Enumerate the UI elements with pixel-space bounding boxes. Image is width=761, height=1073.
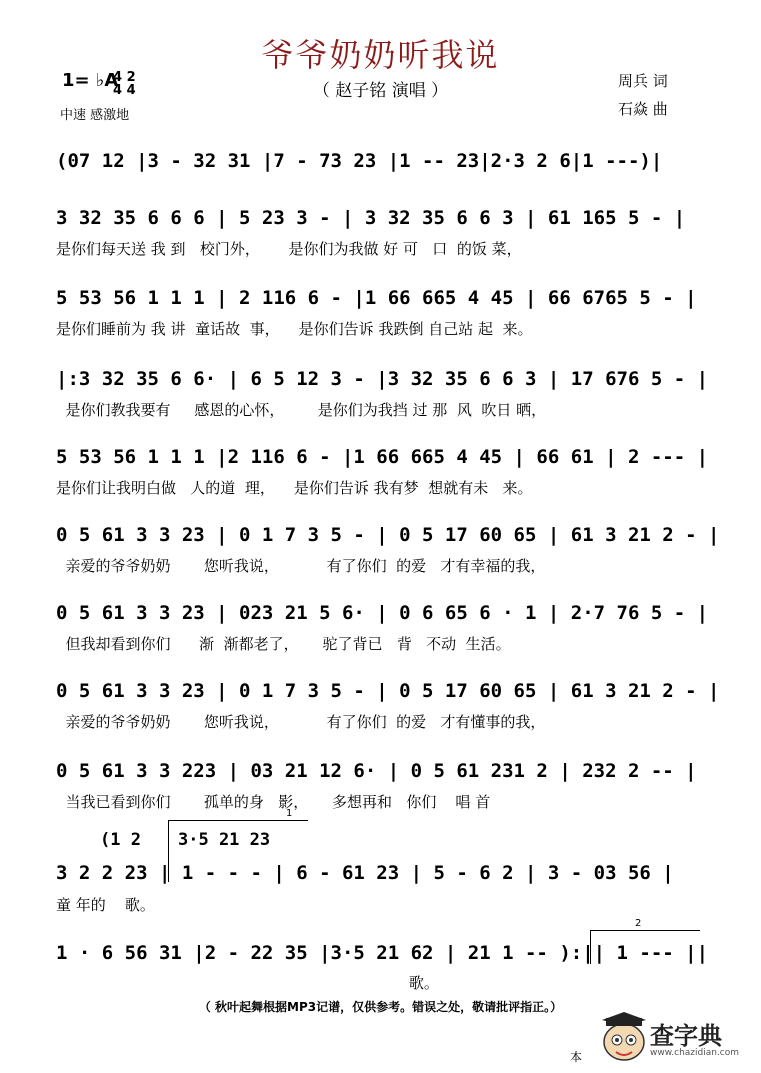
- lyrics-line-4: 是你们教我要有 感恩的心怀， 是你们为我挡 过 那 风 吹日 晒，: [56, 401, 547, 419]
- lyrics-line-10: 童 年的 歌。: [56, 896, 155, 914]
- lyrics-line-11: 歌。: [56, 974, 439, 992]
- lyrics-line-6: 亲爱的爷爷奶奶 您听我说， 有了你们 的爱 才有幸福的我，: [56, 557, 546, 575]
- singer-credit: （ 赵子铭 演唱 ）: [312, 81, 449, 101]
- watermark-url: www.chazidian.com: [650, 1048, 740, 1058]
- lyrics-line-5: 是你们让我明白做 人的道 理， 是你们告诉 我有梦 想就有未 来。: [56, 479, 533, 497]
- mascot-logo-icon: [598, 1010, 650, 1064]
- corner-mark: 本: [570, 1050, 583, 1064]
- notation-line-10: 3 2 2 23 | 1 - - - | 6 - 61 23 | 5 - 6 2 | 3 - 03 56 |: [56, 862, 674, 884]
- notation-line-4: |:3 32 35 6 6· | 6 5 12 3 - |3 32 35 6 6 3 | 17 676 5 - |: [56, 368, 709, 390]
- page-title: 爷爷奶奶听我说: [261, 36, 500, 74]
- notation-line-2: 3 32 35 6 6 6 | 5 23 3 - | 3 32 35 6 6 3 | 61 165 5 - |: [56, 207, 686, 229]
- meter-top: 4 2: [113, 70, 136, 85]
- lyrics-line-9: 当我已看到你们 孤单的身 影， 多想再和 你们 唱 首: [56, 793, 491, 811]
- lyrics-line-7: 但我却看到你们 渐 渐都老了， 驼了背已 背 不动 生活。: [56, 635, 511, 653]
- tempo-marking: 中速 感激地: [60, 108, 130, 123]
- lyrics-line-3: 是你们睡前为 我 讲 童话故 事， 是你们告诉 我跌倒 自己站 起 来。: [56, 320, 533, 338]
- transcription-note: （ 秋叶起舞根据MP3记谱，仅供参考。错误之处，敬请批评指正。）: [198, 1000, 563, 1014]
- notation-line-11: 1 · 6 56 31 |2 - 22 35 |3·5 21 62 | 21 1 -- ):|| 1 --- ||: [56, 942, 709, 964]
- notation-line-9: 0 5 61 3 3 223 | 03 21 12 6· | 0 5 61 231 2 | 232 2 -- |: [56, 760, 697, 782]
- notation-line-5: 5 53 56 1 1 1 |2 116 6 - |1 66 665 4 45 | 66 61 | 2 --- |: [56, 446, 709, 468]
- notation-line-3: 5 53 56 1 1 1 | 2 116 6 - |1 66 665 4 45 | 66 6765 5 - |: [56, 287, 697, 309]
- composer-credit: 石焱 曲: [618, 100, 668, 118]
- alt-notes-paren: (1 2: [100, 830, 141, 850]
- volta-number-1: 1: [286, 808, 293, 819]
- volta-bracket-1: [168, 820, 308, 821]
- notation-line-7: 0 5 61 3 3 23 | 023 21 5 6· | 0 6 65 6 · 1 | 2·7 76 5 - |: [56, 602, 709, 624]
- lyrics-line-2: 是你们每天送 我 到 校门外， 是你们为我做 好 可 口 的饭 菜，: [56, 240, 522, 258]
- time-signature: [113, 71, 136, 97]
- volta-number-2: 2: [635, 918, 642, 929]
- notation-line-8: 0 5 61 3 3 23 | 0 1 7 3 5 - | 0 5 17 60 65 | 61 3 21 2 - |: [56, 680, 720, 702]
- notation-line-1: (07 12 |3 - 32 31 |7 - 73 23 |1 -- 23|2·3 2 6|1 ---)|: [56, 150, 663, 172]
- notation-line-6: 0 5 61 3 3 23 | 0 1 7 3 5 - | 0 5 17 60 65 | 61 3 21 2 - |: [56, 524, 720, 546]
- meter-bottom: 4 4: [113, 83, 136, 98]
- alt-notes-volta: 3·5 21 23: [178, 830, 271, 850]
- lyricist-credit: 周兵 词: [618, 72, 668, 90]
- watermark-logo-text: 查字典: [650, 1022, 722, 1050]
- lyrics-line-8: 亲爱的爷爷奶奶 您听我说， 有了你们 的爱 才有懂事的我，: [56, 713, 546, 731]
- volta-bracket-2: [590, 930, 700, 931]
- key-signature: 1= ♭A: [62, 70, 119, 91]
